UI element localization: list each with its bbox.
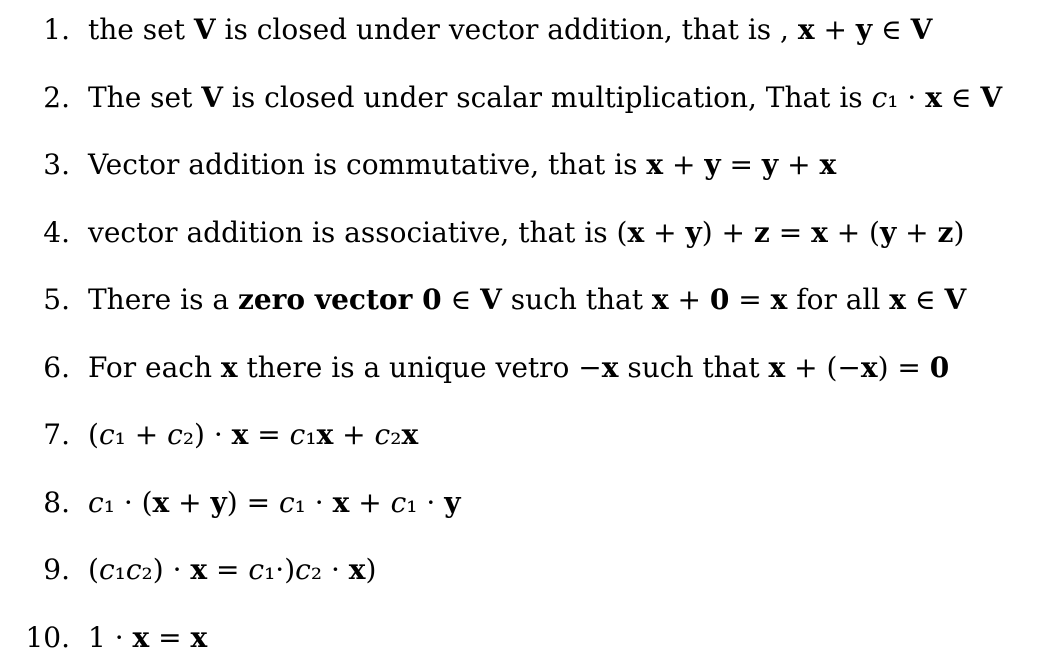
item-text: c₁ · (x + y) = c₁ · x + c₁ · y <box>88 486 461 519</box>
item-number: 10. <box>25 621 70 654</box>
item-number: 3. <box>43 148 70 181</box>
item-number: 7. <box>43 418 70 451</box>
item-number: 4. <box>43 216 70 249</box>
item-text: There is a zero vector 0 ∈ V such that x + 0 = x for all x ∈ V <box>88 283 967 316</box>
item-text: Vector addition is commutative, that is x + y = y + x <box>88 148 837 181</box>
item-text: the set V is closed under vector addition, that is , x + y ∈ V <box>88 13 933 46</box>
item-number: 2. <box>43 81 70 114</box>
item-number: 8. <box>43 486 70 519</box>
item-number: 6. <box>43 351 70 384</box>
item-text: (c₁c₂) · x = c₁·)c₂ · x) <box>88 553 377 586</box>
item-text: (c₁ + c₂) · x = c₁x + c₂x <box>88 418 419 451</box>
item-text: 1 · x = x <box>88 621 208 654</box>
item-number: 5. <box>43 283 70 316</box>
item-text: vector addition is associative, that is (x + y) + z = x + (y + z) <box>88 216 965 249</box>
item-text: The set V is closed under scalar multiplication, That is c₁ · x ∈ V <box>88 81 1003 114</box>
item-number: 9. <box>43 553 70 586</box>
item-text: For each x there is a unique vetro −x such that x + (−x) = 0 <box>88 351 950 384</box>
item-number: 1. <box>43 13 70 46</box>
